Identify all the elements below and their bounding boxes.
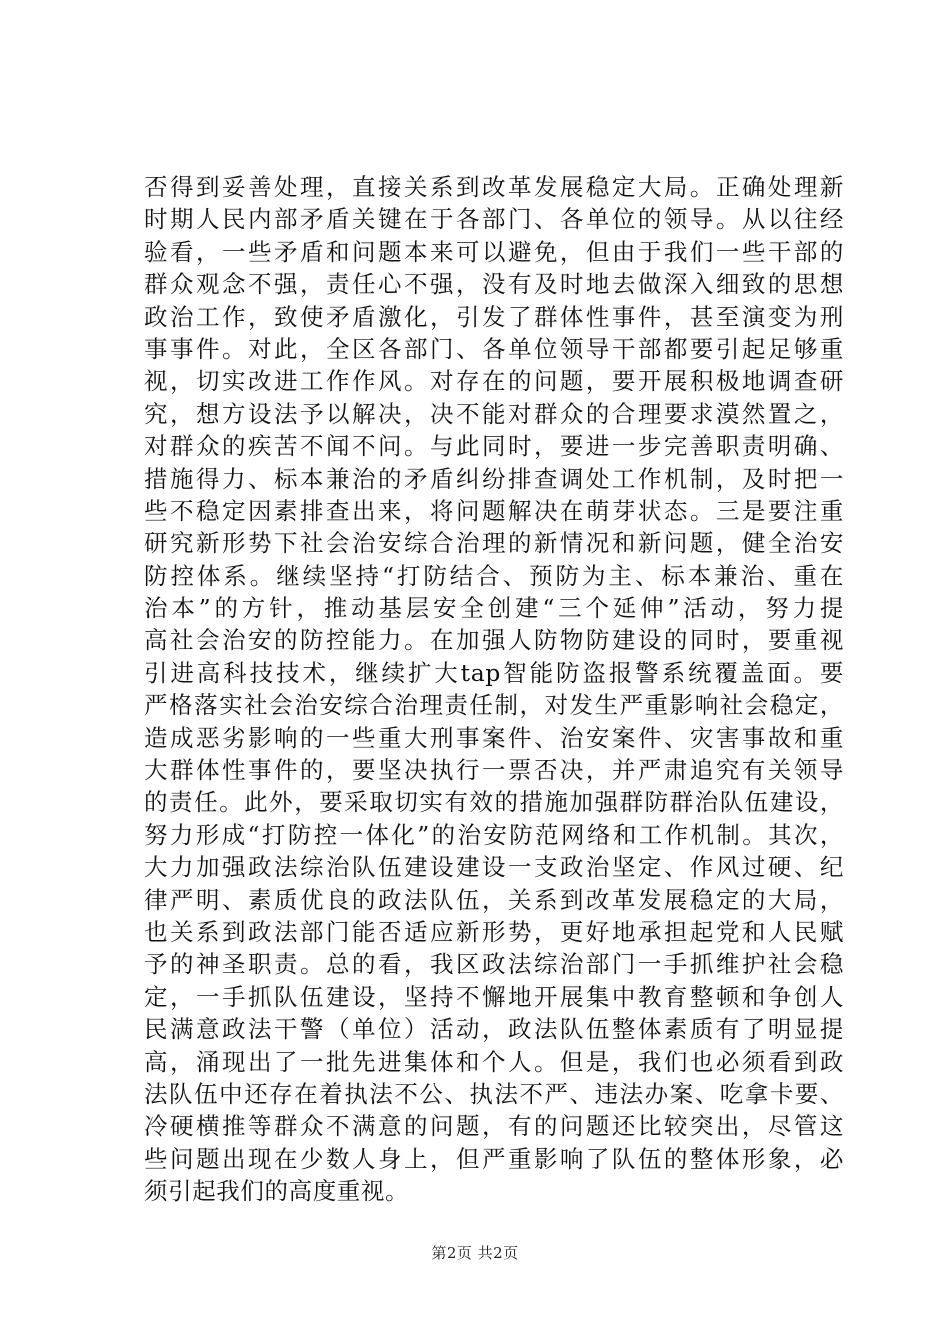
text-line: 法队伍中还存在着执法不公、执法不严、违法办案、吃拿卡要、: [144, 1079, 844, 1108]
text-line: 努力形成“打防控一体化”的治安防范网络和工作机制。其次，: [144, 820, 844, 849]
text-line: 措施得力、标本兼治的矛盾纠纷排查调处工作机制，及时把一: [144, 464, 844, 493]
text-line: 群众观念不强，责任心不强，没有及时地去做深入细致的思想: [144, 270, 844, 299]
text-line: 定，一手抓队伍建设，坚持不懈地开展集中教育整顿和争创人: [144, 982, 844, 1011]
text-line: 政治工作，致使矛盾激化，引发了群体性事件，甚至演变为刑: [144, 302, 844, 331]
page-footer: 第2页 共2页: [431, 1244, 519, 1262]
text-line: 予的神圣职责。总的看，我区政法综治部门一手抓维护社会稳: [144, 950, 844, 979]
text-line: 引进高科技技术，继续扩大tap智能防盗报警系统覆盖面。要: [144, 658, 844, 687]
text-line: 治本”的方针，推动基层安全创建“三个延伸”活动，努力提: [144, 594, 844, 623]
text-line: 些问题出现在少数人身上，但严重影响了队伍的整体形象，必: [144, 1144, 844, 1173]
text-line: 冷硬横推等群众不满意的问题，有的问题还比较突出，尽管这: [144, 1112, 844, 1141]
text-line: 的责任。此外，要采取切实有效的措施加强群防群治队伍建设，: [144, 788, 844, 817]
text-line: 高，涌现出了一批先进集体和个人。但是，我们也必须看到政: [144, 1047, 844, 1076]
text-line: 事事件。对此，全区各部门、各单位领导干部都要引起足够重: [144, 334, 844, 363]
text-line: 须引起我们的高度重视。: [144, 1177, 410, 1206]
text-line: 律严明、素质优良的政法队伍，关系到改革发展稳定的大局，: [144, 885, 844, 914]
text-line: 研究新形势下社会治安综合治理的新情况和新问题，健全治安: [144, 529, 844, 558]
text-line: 造成恶劣影响的一些重大刑事案件、治安案件、灾害事故和重: [144, 723, 844, 752]
text-line: 大群体性事件的，要坚决执行一票否决，并严肃追究有关领导: [144, 756, 844, 785]
text-line: 大力加强政法综治队伍建设建设一支政治坚定、作风过硬、纪: [144, 853, 844, 882]
text-line: 严格落实社会治安综合治理责任制，对发生严重影响社会稳定，: [144, 691, 844, 720]
text-line: 否得到妥善处理，直接关系到改革发展稳定大局。正确处理新: [144, 173, 844, 201]
text-line: 时期人民内部矛盾关键在于各部门、各单位的领导。从以往经: [144, 205, 844, 234]
text-line: 对群众的疾苦不闻不问。与此同时，要进一步完善职责明确、: [144, 432, 844, 461]
text-line: 视，切实改进工作作风。对存在的问题，要开展积极地调查研: [144, 367, 844, 396]
text-line: 防控体系。继续坚持“打防结合、预防为主、标本兼治、重在: [144, 561, 844, 590]
text-line: 也关系到政法部门能否适应新形势，更好地承担起党和人民赋: [144, 917, 844, 946]
body-paragraph: [144, 171, 844, 1208]
text-line: 究，想方设法予以解决，决不能对群众的合理要求漠然置之，: [144, 399, 844, 428]
text-line: 高社会治安的防控能力。在加强人防物防建设的同时，要重视: [144, 626, 844, 655]
text-line: 些不稳定因素排查出来，将问题解决在萌芽状态。三是要注重: [144, 496, 844, 525]
text-line: 验看，一些矛盾和问题本来可以避免，但由于我们一些干部的: [144, 237, 844, 266]
text-line: 民满意政法干警（单位）活动，政法队伍整体素质有了明显提: [144, 1015, 844, 1044]
